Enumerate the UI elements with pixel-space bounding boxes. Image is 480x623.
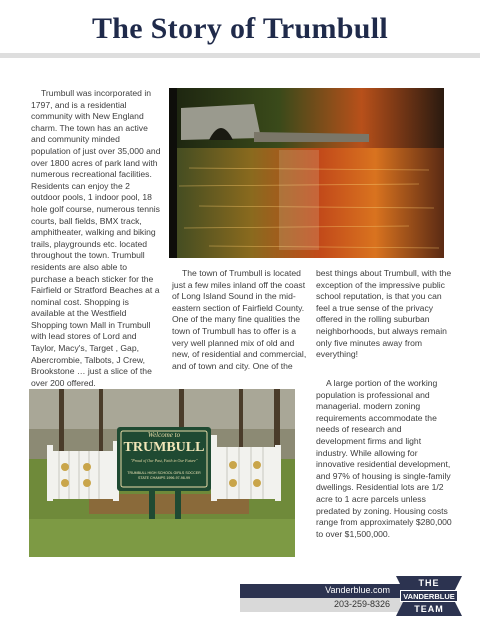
lake-bridge-photo xyxy=(169,88,444,258)
lake-illustration xyxy=(169,88,444,258)
welcome-sign-photo xyxy=(29,389,295,557)
story-column-2 xyxy=(172,268,308,372)
story-column-3 xyxy=(316,268,452,361)
sign-line-1: TRUMBULL HIGH SCHOOL GIRLS SOCCER xyxy=(127,471,201,475)
sign-town-name: TRUMBULL xyxy=(123,440,205,455)
story-paragraph-3: best things about Trumbull, with the exception of the impressive public school reputation, is that you can feel a true sense of the privacy offered in the rolling suburban neighborhoods, but always remain only five minutes away from everything! xyxy=(316,268,452,360)
story-column-1 xyxy=(31,88,161,389)
sign-welcome-text: Welcome to xyxy=(147,431,181,439)
logo-the: THE xyxy=(418,578,440,588)
title-divider xyxy=(0,53,480,58)
story-column-3b xyxy=(316,378,452,540)
story-paragraph-2: The town of Trumbull is located just a few miles inland off the coast of Long Island Sound in the mid-eastern section of Fairfield County. One of the many fine qualities the town of Trumbull has to offer is a very well planned mix of old and new, of residential and commercial, and of town and city. One of the xyxy=(172,268,307,371)
footer-website[interactable]: Vanderblue.com xyxy=(325,585,390,595)
logo-vanderblue: VANDERBLUE xyxy=(403,592,455,601)
sign-line-2: STATE CHAMPS 1996-97-98-99 xyxy=(138,476,190,480)
vanderblue-team-logo xyxy=(394,574,464,618)
page-title: The Story of Trumbull xyxy=(91,12,389,45)
story-paragraph-1: Trumbull was incorporated in 1797, and is a residential community with New England charm. The town has an active and community minded population of just over 35,000 and over 1800 acres of park land with numerous recreational facilities. Residents can enjoy the 2 outdoor pools, 1 indoor pool, 18 hole golf course, numerous tennis courts, ball fields, BMX track, amphitheater, walking and biking trails, playgrounds etc. located throughout the town. Trumbull residents are also able to purchase a beach sticker for the Fairfield or Stratford Beaches at a nominal cost. Shopping is available at the Westfield Shopping town Mall in Trumbull with lead stores of Lord and Taylor, Macy's, Target , Gap, Abercrombie, Talbots, J Crew, Brookstone … just a slice of the over 200 offered. xyxy=(31,88,161,388)
footer-phone: 203-259-8326 xyxy=(333,599,390,609)
story-paragraph-4: A large portion of the working population is professional and managerial. modern zoning requirements accommodate the needs of research and development firms and light industry. While allowing for innovative residential development, and 97% of housing is single-family dwellings. Residential lots are 1/2 acre to 1 acre parcels unless predated by zoning. Housing costs range from approximately $280,000 to over $1,500,000. xyxy=(316,378,452,539)
logo-team: TEAM xyxy=(414,604,444,614)
sign-motto: "Proud of Our Past, Faith in Our Future" xyxy=(130,458,198,463)
